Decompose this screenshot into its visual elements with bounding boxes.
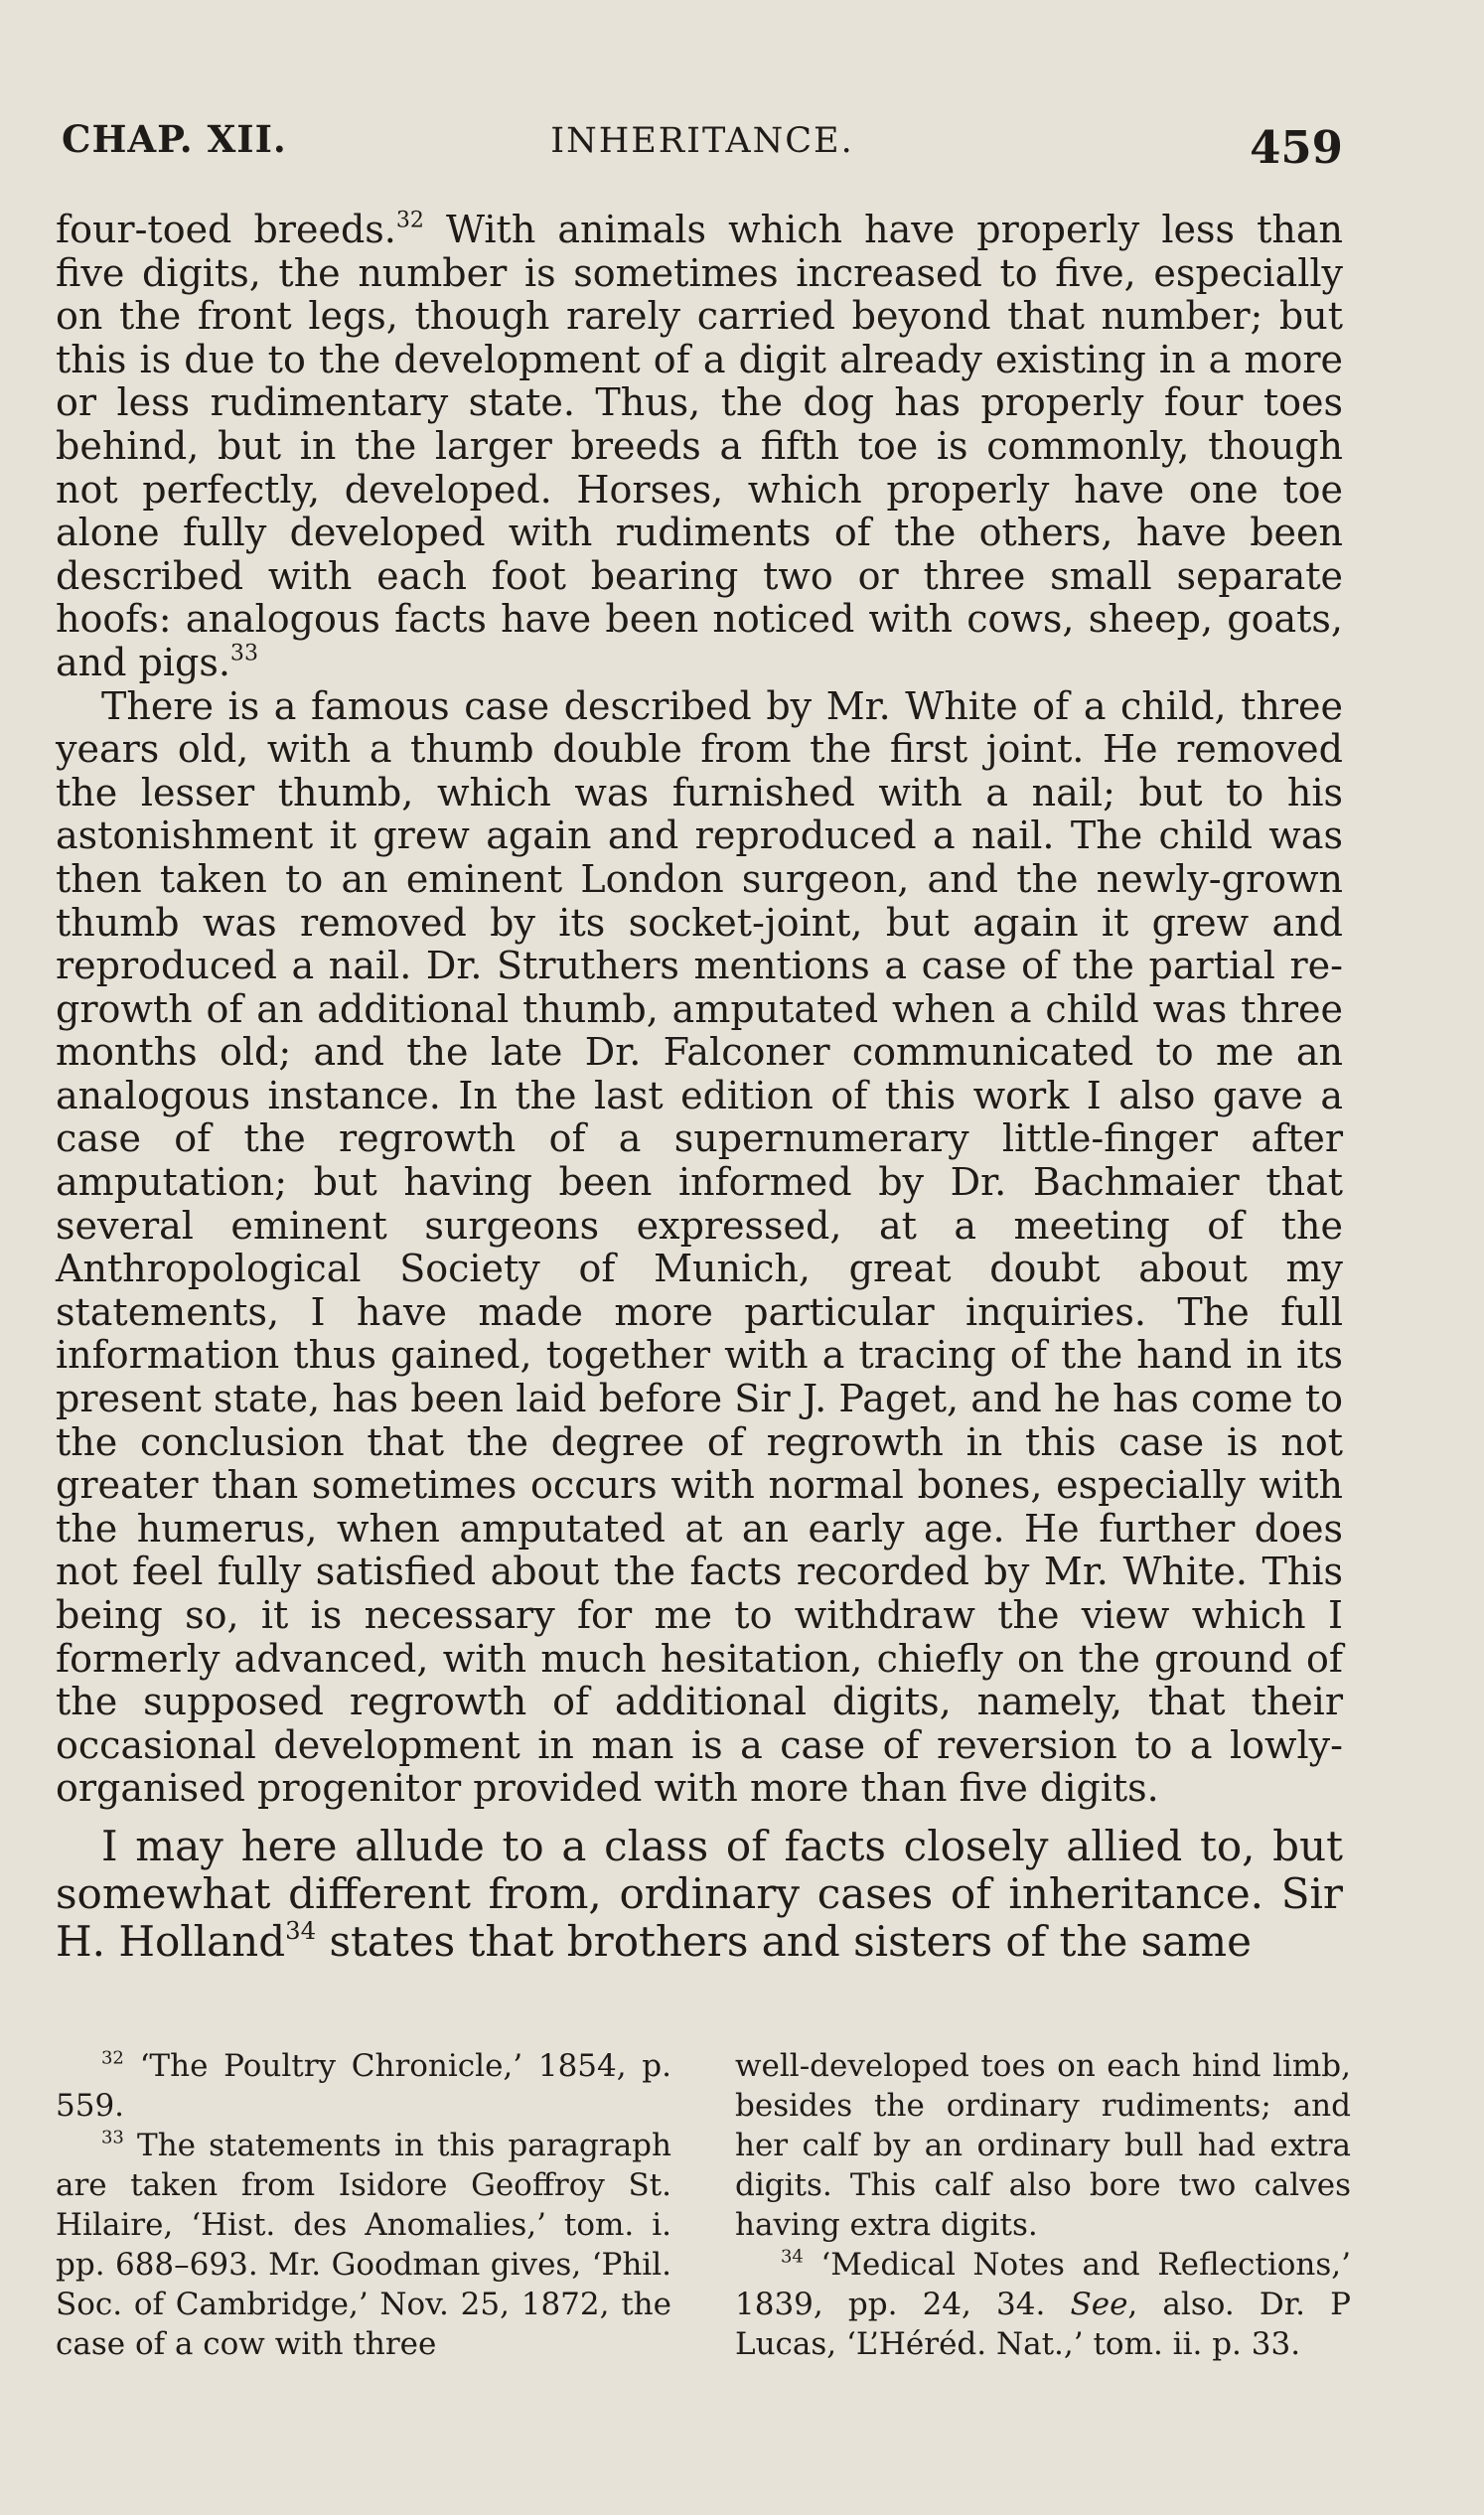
footnote-ref: 32	[395, 208, 424, 233]
paragraph	[56, 1823, 1343, 1966]
text-run: I may here allude to a class of facts closely allied to, but somewhat different from, ordinary cases of inheritance. Sir H. Holland	[56, 1822, 1343, 1966]
running-header	[62, 117, 1343, 187]
main-text	[56, 209, 1343, 1811]
text-run: four-toed breeds.	[56, 208, 396, 251]
section-text	[56, 1823, 1343, 1966]
footnote-number: 32	[101, 2047, 124, 2069]
footnote-number: 33	[101, 2127, 124, 2148]
footnote-number: 34	[781, 2246, 804, 2268]
footnote-text: The statements in this paragraph are taken from Isidore Geoffroy St. Hilaire, ‘Hist. des Anomalies,’ tom. i. pp. 688–693. Mr. Goodman gives, ‘Phil. Soc. of Cambridge,’ Nov. 25, 1872, the case of a cow with three	[56, 2128, 671, 2362]
footnote-33	[56, 2126, 671, 2364]
paragraph: There is a famous case described by Mr. White of a child, three years old, with a thumb double from the first joint. He removed the lesser thumb, which was furnished with a nail; but to his astonishment it grew again and reproduced a nail. The child was then taken to an eminent London surgeon, and the newly-grown thumb was removed by its socket-joint, but again it grew and reproduced a nail. Dr. Struthers mentions a case of the partial re-growth of an additional thumb, amputated when a child was three months old; and the late Dr. Falconer communicated to me an analogous instance. In the last edition of this work I also gave a case of the regrowth of a supernumerary little-finger after amputation; but having been informed by Dr. Bachmaier that several eminent surgeons expressed, at a meeting of the Anthropological Society of Munich, great doubt about my statements, I have made more particular inquiries. The full information thus gained, together with a tracing of the hand in its present state, has been laid before Sir J. Paget, and he has come to the conclusion that the degree of regrowth in this case is not greater than sometimes occurs with normal bones, especially with the humerus, when amputated at an early age. He further does not feel fully satisfied about the facts recorded by Mr. White. This being so, it is necessary for me to withdraw the view which I formerly advanced, with much hesitation, chiefly on the ground of the supposed regrowth of additional digits, namely, that their occasional development in man is a case of reversion to a lowly-organised progenitor provided with more than five digits.	[56, 683, 1343, 1811]
footnote-ref: 34	[285, 1915, 317, 1945]
footnote-32	[56, 2046, 671, 2126]
footnote-column-left	[56, 2046, 671, 2364]
footnote-34	[735, 2245, 1351, 2364]
text-run: With animals which have properly less than five digits, the number is sometimes increased to five, especially on the front legs, though rarely carried beyond that number; but this is due to the development of a digit already existing in a more or less rudimentary state. Thus, the dog has properly four toes behind, but in the larger breeds a fifth toe is commonly, though not perfectly, developed. Horses, which properly have one toe alone fully developed with rudiments of the others, have been described with each foot bearing two or three small separate hoofs: analogous facts have been noticed with cows, sheep, goats, and pigs.	[56, 208, 1343, 684]
footnote-text-italic: See	[1070, 2287, 1128, 2322]
footnote-33-continued: well-developed toes on each hind limb, besides the ordinary rudiments; and her calf by an ordinary bull had extra digits. This calf also bore two calves having extra digits.	[735, 2048, 1351, 2243]
footnote-text: ‘The Poultry Chronicle,’ 1854, p. 559.	[56, 2048, 671, 2124]
footnote-text: ‘Medical Notes and Reflections,’ 1839, pp. 24, 34.	[735, 2247, 1351, 2322]
footnote-column-right	[735, 2046, 1351, 2364]
footnote-text: , also. Dr. P Lucas, ‘L’Héréd. Nat.,’ tom. ii. p. 33.	[735, 2287, 1351, 2362]
page-number: 459	[1250, 121, 1343, 174]
running-title: INHERITANCE.	[550, 121, 854, 161]
text-run: states that brothers and sisters of the same	[316, 1917, 1252, 1966]
chapter-label: CHAP. XII.	[62, 117, 287, 161]
footnote-ref: 33	[229, 641, 258, 666]
paragraph	[56, 209, 1343, 685]
